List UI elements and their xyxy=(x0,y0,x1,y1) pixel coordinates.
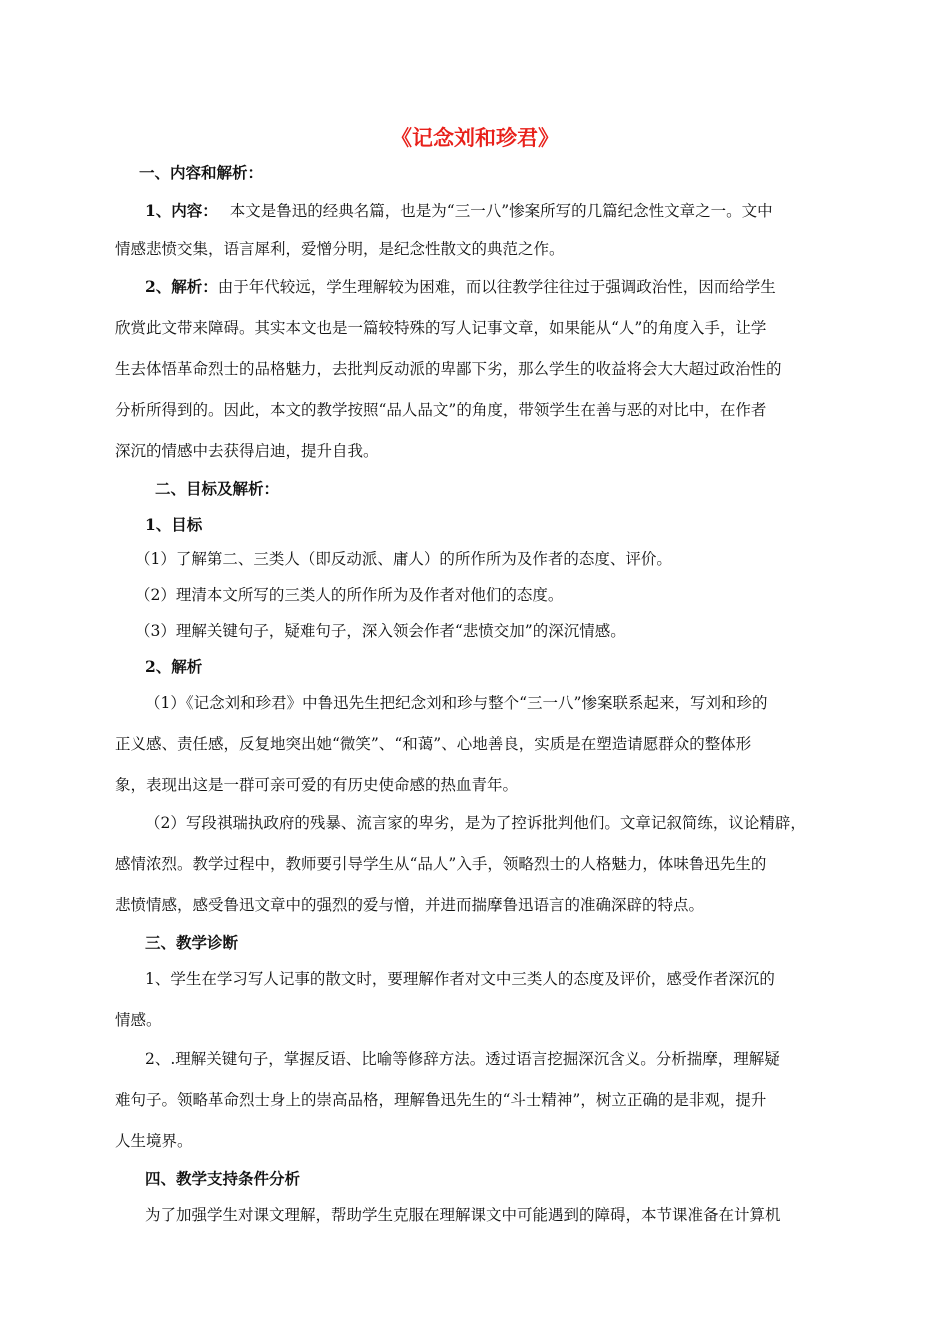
paragraph-1-line: 情感悲愤交集，语言犀利，爱憎分明，是纪念性散文的典范之作。 xyxy=(115,240,565,258)
section-3-heading: 三、教学诊断 xyxy=(145,933,239,952)
paragraph-1-first-line xyxy=(145,200,835,222)
goal-item: （1）了解第二、三类人（即反动派、庸人）的所作所为及作者的态度、评价。 xyxy=(135,550,672,568)
section-4-heading: 四、教学支持条件分析 xyxy=(145,1169,301,1188)
paragraph-2-first-line xyxy=(145,276,776,298)
paragraph-2-text: 由于年代较远，学生理解较为困难，而以往教学往往过于强调政治性，因而给学生 xyxy=(217,278,776,296)
paragraph-1-text: 本文是鲁迅的经典名篇，也是为“三一八”惨案所写的几篇纪念性文章之一。文中 xyxy=(229,202,773,220)
goal-item: （2）理清本文所写的三类人的所作所为及作者对他们的态度。 xyxy=(135,586,564,604)
diagnosis-1-line: 1、学生在学习写人记事的散文时，要理解作者对文中三类人的态度及评价，感受作者深沉的 xyxy=(145,970,775,988)
diagnosis-1-line: 情感。 xyxy=(115,1011,162,1029)
support-conditions-line: 为了加强学生对课文理解，帮助学生克服在理解课文中可能遇到的障碍，本节课准备在计算机 xyxy=(145,1206,781,1224)
analysis-2-line: 感情浓烈。教学过程中，教师要引导学生从“品人”入手，领略烈士的人格魅力，体味鲁迅先生的 xyxy=(115,855,767,873)
document-title: 《记念刘和珍君》 xyxy=(391,125,559,150)
analysis-2-line: （2）写段祺瑞执政府的残暴、流言家的卑劣，是为了控诉批判他们。文章记叙简练，议论精辟， xyxy=(145,814,806,832)
goal-item: （3）理解关键句子，疑难句子，深入领会作者“悲愤交加”的深沉情感。 xyxy=(135,622,626,640)
diagnosis-2-line: 人生境界。 xyxy=(115,1132,193,1150)
paragraph-2-line: 欣赏此文带来障碍。其实本文也是一篇较特殊的写人记事文章，如果能从“人”的角度入手，让学 xyxy=(115,319,767,337)
analysis-1-line: （1）《记念刘和珍君》中鲁迅先生把纪念刘和珍与整个“三一八”惨案联系起来，写刘和珍的 xyxy=(145,694,768,712)
analysis-1-line: 象，表现出这是一群可亲可爱的有历史使命感的热血青年。 xyxy=(115,776,519,794)
paragraph-2-label: 2、解析： xyxy=(145,277,218,296)
analysis-2-line: 悲愤情感，感受鲁迅文章中的强烈的爱与憎，并进而揣摩鲁迅语言的准确深辟的特点。 xyxy=(115,896,705,914)
paragraph-2-line: 生去体悟革命烈士的品格魅力，去批判反动派的卑鄙下劣，那么学生的收益将会大大超过政治性的 xyxy=(115,360,782,378)
analysis-1-line: 正义感、责任感，反复地突出她“微笑”、“和蔼”、心地善良，实质是在塑造请愿群众的整体形 xyxy=(115,735,752,753)
paragraph-2-line: 深沉的情感中去获得启迪，提升自我。 xyxy=(115,442,379,460)
paragraph-2-line: 分析所得到的。因此，本文的教学按照“品人品文”的角度，带领学生在善与恶的对比中，在作者 xyxy=(115,401,767,419)
diagnosis-2-line: 2、.理解关键句子，掌握反语、比喻等修辞方法。透过语言挖掘深沉含义。分析揣摩，理解疑 xyxy=(145,1050,780,1068)
subsection-goals-heading: 1、目标 xyxy=(145,515,203,534)
section-2-heading: 二、目标及解析： xyxy=(155,479,280,498)
paragraph-1-label: 1、内容： xyxy=(145,201,218,220)
diagnosis-2-line: 难句子。领略革命烈士身上的崇高品格，理解鲁迅先生的“斗士精神”，树立正确的是非观，提升 xyxy=(115,1091,767,1109)
subsection-analysis-heading: 2、解析 xyxy=(145,657,203,676)
section-1-heading: 一、内容和解析： xyxy=(139,163,264,182)
